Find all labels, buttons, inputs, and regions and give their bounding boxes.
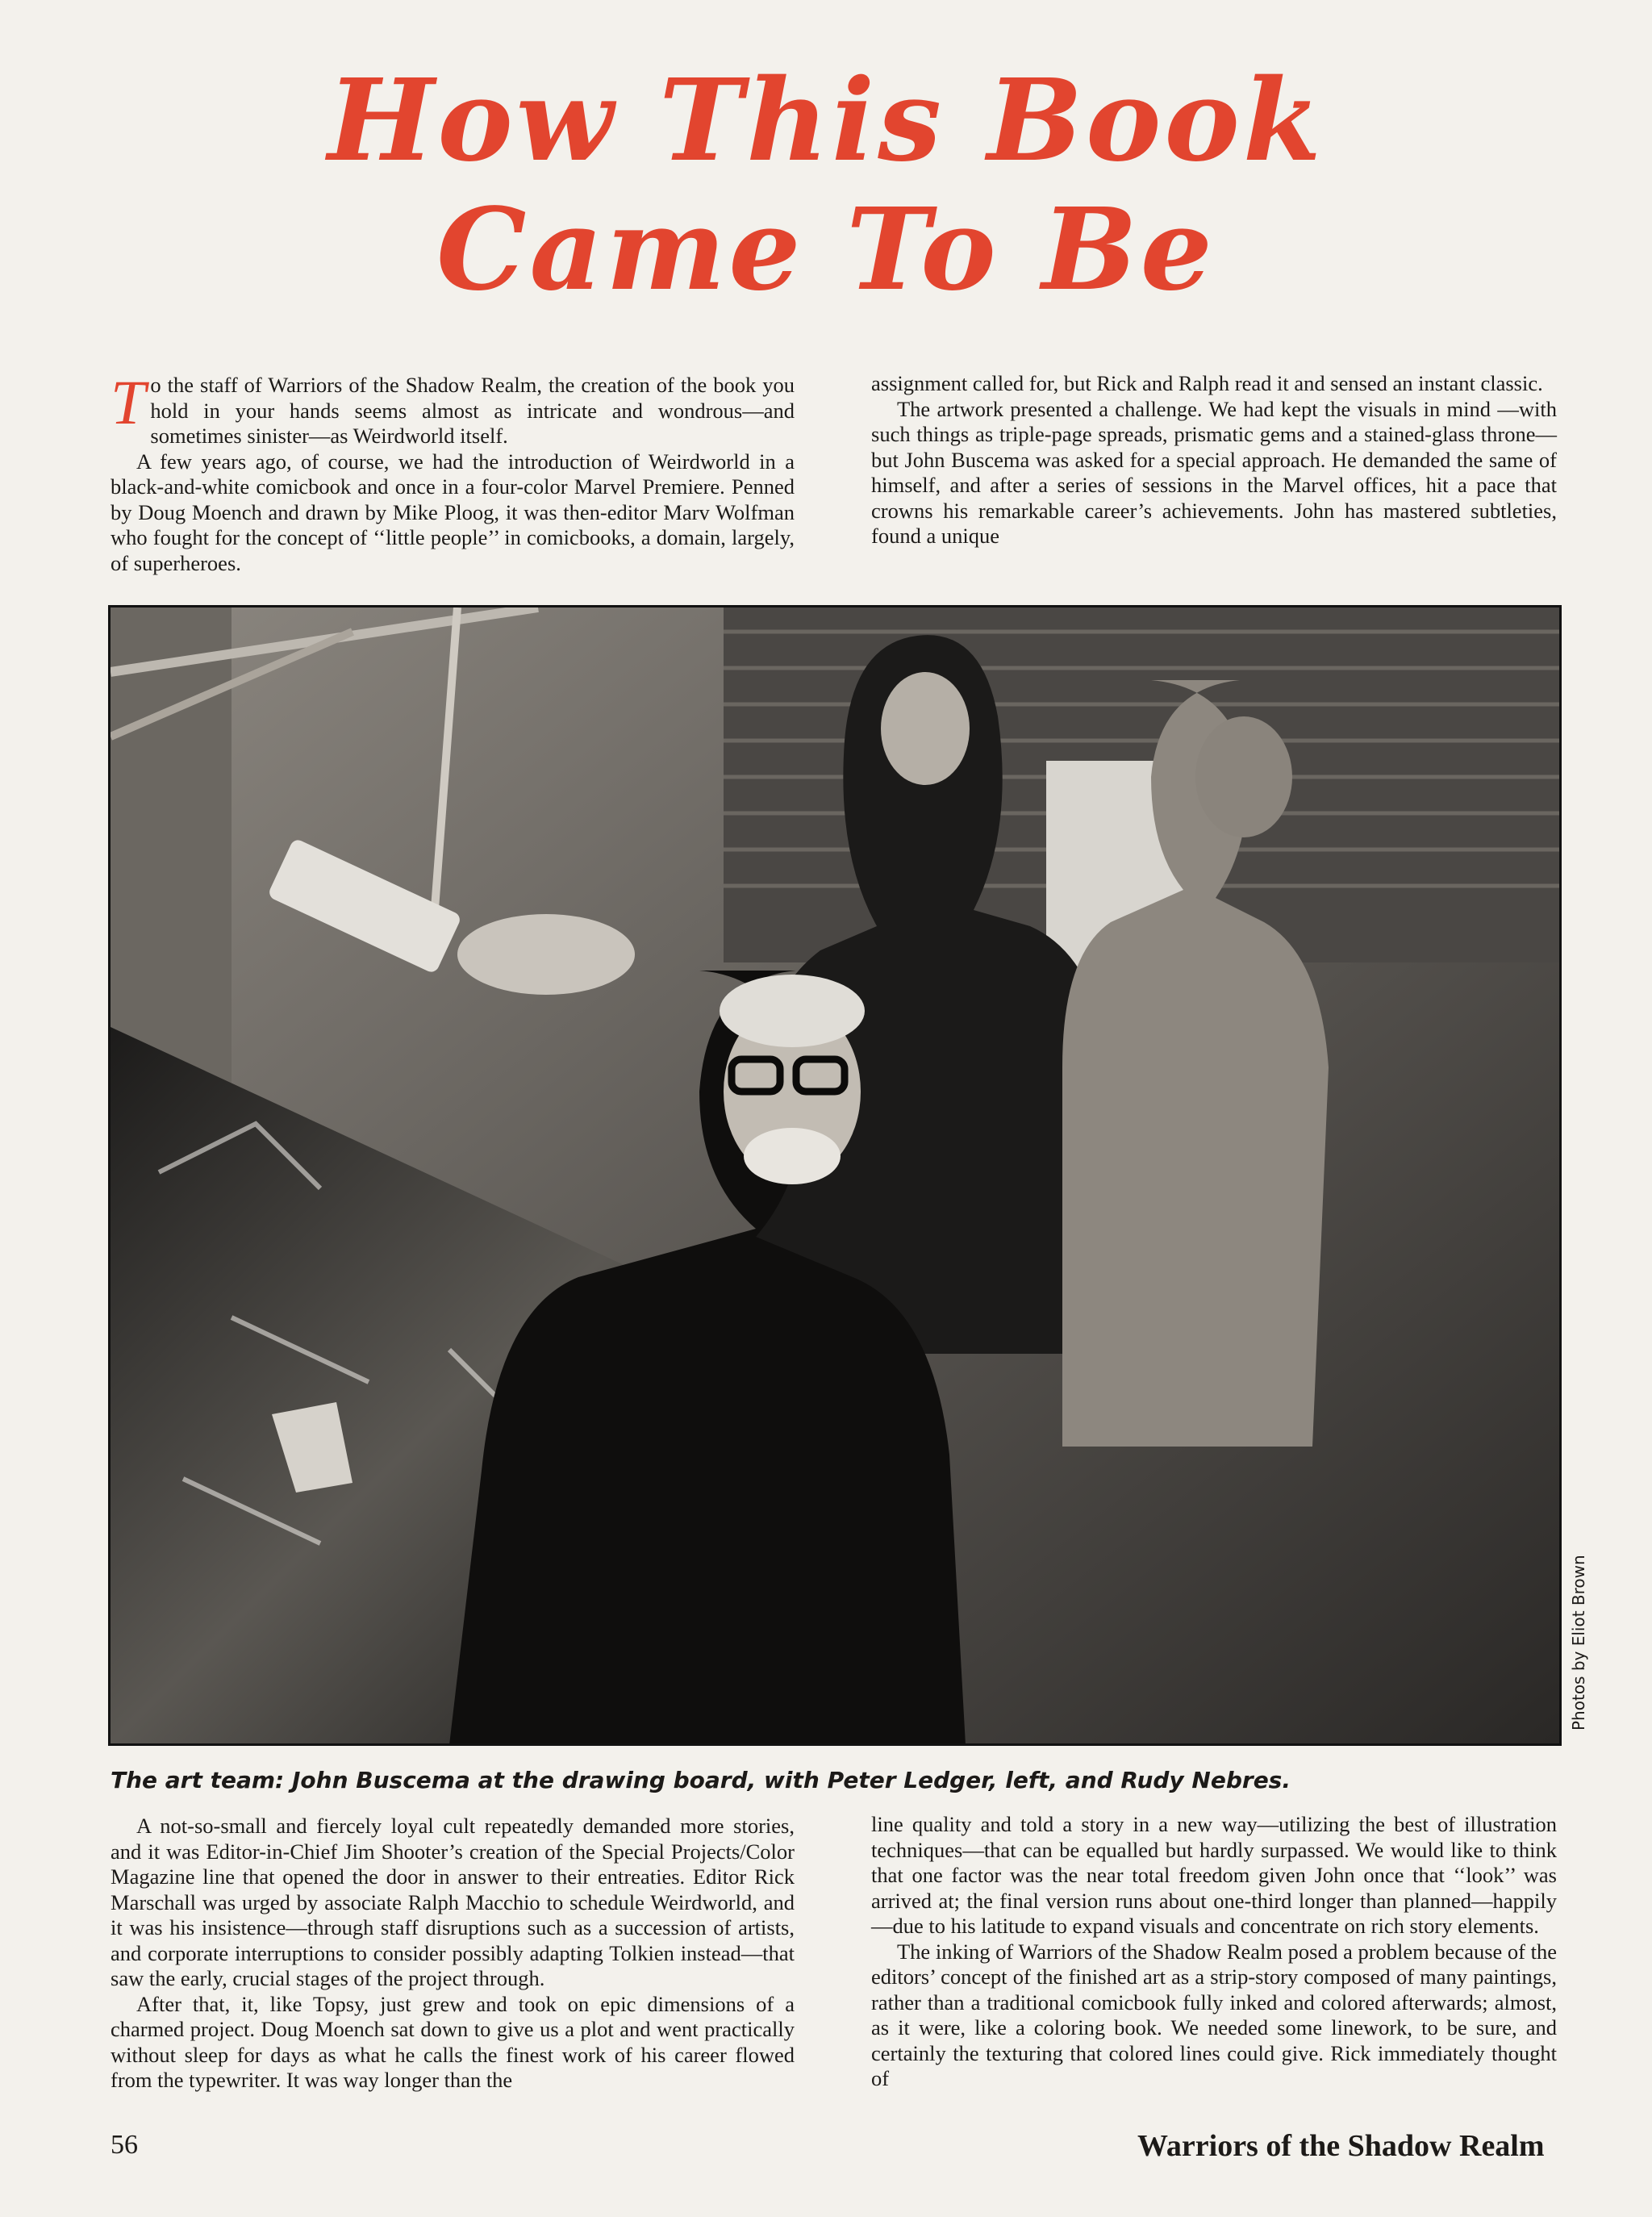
title-line-1: How This Book [327,55,1325,187]
column-4 [871,1812,1557,2092]
photo-caption: The art team: John Buscema at the drawing board, with Peter Ledger, left, and Rudy Nebres. [111,1767,1291,1793]
paragraph: The artwork presented a challenge. We had kept the visuals in mind —with such things as triple-page spreads, prismatic gems and a stained-glass throne—but John Buscema was asked for a special approach. He demanded the same of himself, and after a series of sessions in the Marvel offices, hit a pace that crowns his remarkable career’s achievements. John has mastered subtleties, found a unique [871,396,1557,548]
title-line-2: Came To Be [436,184,1216,316]
column-2 [871,371,1557,549]
paragraph: A not-so-small and fiercely loyal cult repeatedly demanded more stories, and it was Editor-in-Chief Jim Shooter’s creation of the Special Projects/Color Magazine line that opened the door in answer to their entreaties. Editor Rick Marschall was urged by associate Ralph Macchio to schedule Weirdworld, and it was his insistence—through staff disruptions such as a succession of artists, and corporate interruptions to consider possibly adapting Tolkien instead—that saw the early, crucial stages of the project through. [111,1814,795,1990]
art-team-photo [108,605,1562,1746]
paragraph: line quality and told a story in a new way—utilizing the best of illustration techniques—that can be equalled but hardly surpassed. We would like to think that one factor was the near total freedom given John once that ‘‘look’’ was arrived at; the final version runs about one-third longer than planned—happily—due to his latitude to expand visuals and concentrate on rich story elements. [871,1812,1557,1938]
paragraph [111,367,795,449]
paragraph: After that, it, like Topsy, just grew and took on epic dimensions of a charmed project. Doug Moench sat down to give us a plot and went practically without sleep for days as what he calls the finest work of his career flowed from the typewriter. It was way longer than the [111,1991,795,2092]
paragraph-text: o the staff of Warriors of the Shadow Realm, the creation of the book you hold in your hands seems almost as intricate and wondrous—and sometimes sinister—as Weirdworld itself. [150,373,795,448]
paragraph: assignment called for, but Rick and Ralph read it and sensed an instant classic. [871,371,1543,395]
paragraph: A few years ago, of course, we had the introduction of Weirdworld in a black-and-white comicbook and once in a four-color Marvel Premiere. Penned by Doug Moench and drawn by Mike Ploog, it was then-editor Marv Wolfman who fought for the concept of ‘‘little people’’ in comicbooks, a domain, largely, of superheroes. [111,449,795,575]
photo-illustration [111,607,1559,1743]
drop-cap: T [111,367,146,437]
paragraph: The inking of Warriors of the Shadow Realm posed a problem because of the editors’ concept of the finished art as a strip-story composed of many paintings, rather than a traditional comicbook fully inked and colored afterwards; almost, as it were, like a coloring book. We needed some linework, to be sure, and certainly the texturing that colored lines could give. Rick immediately thought of [871,1939,1557,2090]
column-1 [111,367,795,576]
column-3 [111,1814,795,2094]
photo-credit: Photos by Eliot Brown [1569,1555,1588,1731]
page-number: 56 [111,2130,138,2160]
running-title: Warriors of the Shadow Realm [1137,2129,1545,2163]
